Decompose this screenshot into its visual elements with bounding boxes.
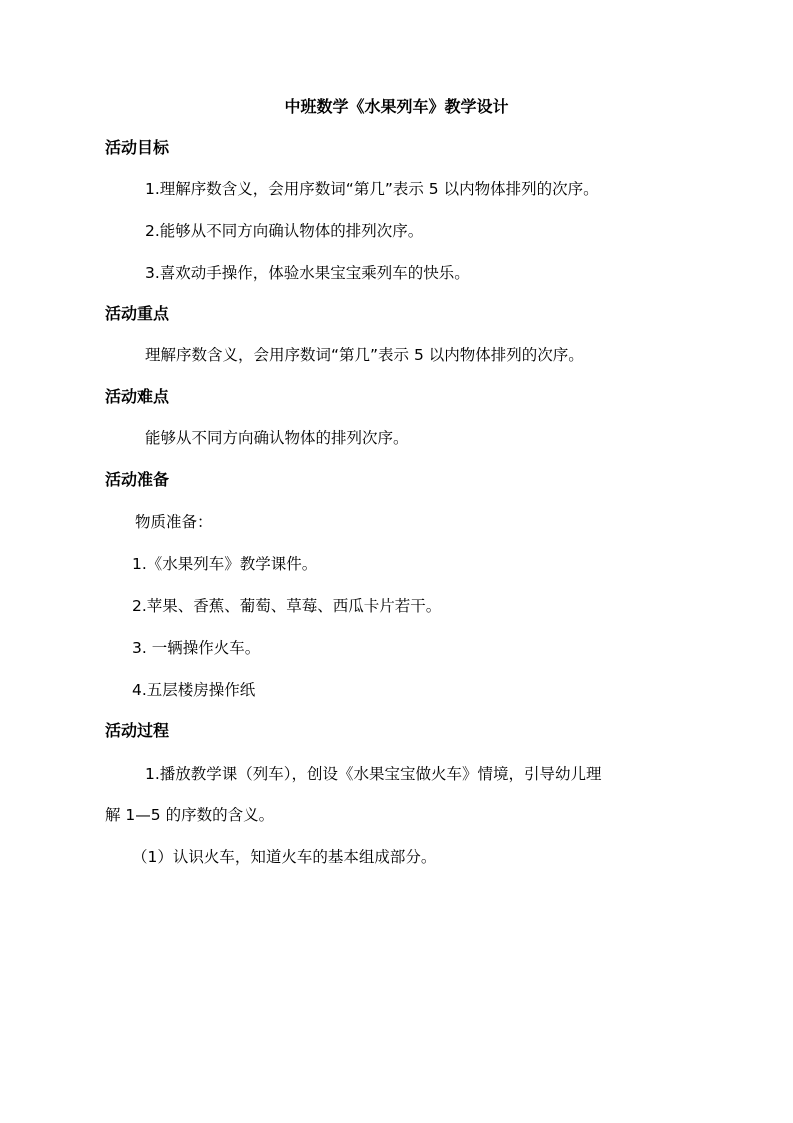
- section-heading-preparation: 活动准备: [105, 470, 170, 489]
- preparation-item-1: 1.《水果列车》教学课件。: [132, 555, 318, 573]
- preparation-item-3: 3. 一辆操作火车。: [132, 639, 261, 657]
- goal-item-3: 3.喜欢动手操作，体验水果宝宝乘列车的快乐。: [145, 264, 470, 282]
- preparation-item-4: 4.五层楼房操作纸: [132, 681, 256, 699]
- section-heading-process: 活动过程: [105, 721, 170, 740]
- process-step-1-sub-1: （1）认识火车，知道火车的基本组成部分。: [132, 848, 437, 866]
- difficulty-text: 能够从不同方向确认物体的排列次序。: [145, 429, 409, 447]
- preparation-intro: 物质准备：: [135, 513, 213, 531]
- process-step-1-line-2: 解 1—5 的序数的含义。: [105, 806, 275, 824]
- process-step-1-line-1: 1.播放教学课（列车），创设《水果宝宝做火车》情境，引导幼儿理: [145, 765, 602, 783]
- preparation-item-2: 2.苹果、香蕉、葡萄、草莓、西瓜卡片若干。: [132, 597, 442, 615]
- document-title: 中班数学《水果列车》教学设计: [284, 97, 509, 116]
- section-heading-difficulty: 活动难点: [105, 387, 170, 406]
- goal-item-1: 1.理解序数含义，会用序数词“第几”表示 5 以内物体排列的次序。: [145, 180, 599, 198]
- section-heading-key-point: 活动重点: [105, 304, 170, 323]
- key-point-text: 理解序数含义，会用序数词“第几”表示 5 以内物体排列的次序。: [145, 346, 584, 364]
- goal-item-2: 2.能够从不同方向确认物体的排列次序。: [145, 222, 424, 240]
- section-heading-goals: 活动目标: [105, 138, 170, 157]
